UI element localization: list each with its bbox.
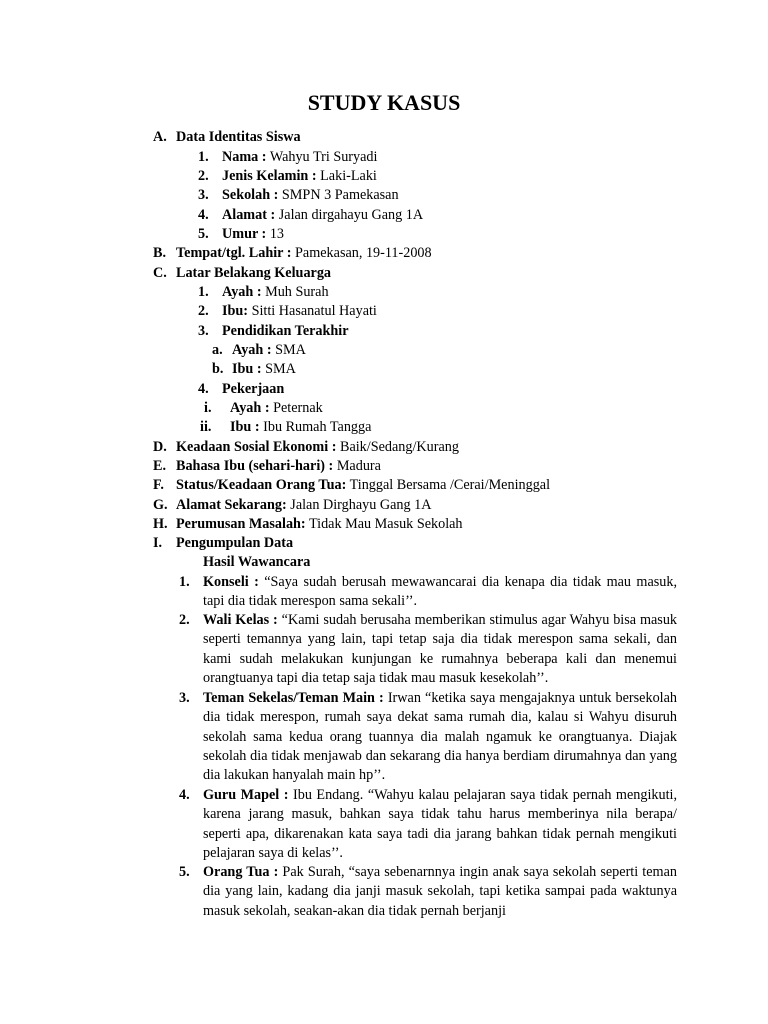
interview-text: “Kami sudah berusaha memberikan stimulus agar Wahyu bisa masuk seperti temannya yang lain, tapi tetap saja dia tidak merespon sama sekali, dan kami sudah melakukan kunjungan ke rumahnya beberapa kali dan menemui orangtuanya tapi dia tetap saja tidak mau masuk kesekolah’’. xyxy=(203,612,678,686)
interview-label: Guru Mapel : xyxy=(203,787,289,803)
section-marker: H. xyxy=(153,516,168,532)
item-marker: i. xyxy=(204,400,212,416)
section-label: Data Identitas Siswa xyxy=(176,129,301,145)
item-label: Nama : xyxy=(222,149,267,165)
section-marker: A. xyxy=(153,129,167,145)
item-value: Jalan dirgahayu Gang 1A xyxy=(275,207,424,223)
interview-label: Orang Tua : xyxy=(203,864,279,880)
item-label: Alamat : xyxy=(222,207,276,223)
item-label: Ibu: xyxy=(222,303,249,319)
item-value: Muh Surah xyxy=(261,284,329,300)
section-marker: D. xyxy=(153,439,167,455)
section-marker: G. xyxy=(153,497,168,513)
document-title: STUDY KASUS xyxy=(307,90,461,115)
interview-text: “Saya sudah berusah mewawancarai dia kenapa dia tidak mau masuk, tapi dia tidak merespon sama sekali’’. xyxy=(203,574,677,610)
interview-orang-tua xyxy=(203,863,677,921)
item-value: 13 xyxy=(266,226,285,242)
interview-wali-kelas xyxy=(203,611,677,688)
item-marker: 1. xyxy=(198,149,209,165)
section-label: Tempat/tgl. Lahir : xyxy=(176,245,292,261)
item-value: SMA xyxy=(271,342,306,358)
item-value: SMA xyxy=(261,361,296,377)
item-value: Sitti Hasanatul Hayati xyxy=(248,303,377,319)
section-value: Tinggal Bersama /Cerai/Meninggal xyxy=(346,477,551,493)
interview-label: Teman Sekelas/Teman Main : xyxy=(203,690,384,706)
item-marker: ii. xyxy=(200,419,212,435)
subheading-label: Hasil Wawancara xyxy=(203,554,311,570)
item-label: Pekerjaan xyxy=(222,381,285,397)
item-marker: a. xyxy=(212,342,223,358)
interview-marker: 1. xyxy=(179,574,190,590)
section-marker: E. xyxy=(153,458,167,474)
section-label: Alamat Sekarang: xyxy=(176,497,287,513)
item-marker: 4. xyxy=(198,207,209,223)
item-marker: 3. xyxy=(198,323,209,339)
section-marker: F. xyxy=(153,477,164,493)
item-marker: 1. xyxy=(198,284,209,300)
item-label: Ayah : xyxy=(222,284,262,300)
section-value: Tidak Mau Masuk Sekolah xyxy=(305,516,463,532)
section-marker: C. xyxy=(153,265,167,281)
interview-text: Ibu Endang. “Wahyu kalau pelajaran saya tidak pernah mengikuti, karena jarang masuk, bahkan saya tidak tahu harus memberinya nila berapa/ seperti apa, dikarenakan kata saya tadi dia jarang bahkan tidak pernah mengikuti pelajaran saya di kelas’’. xyxy=(203,787,678,861)
item-value: Ibu Rumah Tangga xyxy=(259,419,372,435)
item-label: Ayah : xyxy=(230,400,270,416)
section-value: Madura xyxy=(333,458,381,474)
item-value: Peternak xyxy=(269,400,323,416)
section-value: Baik/Sedang/Kurang xyxy=(336,439,459,455)
interview-teman-sekelas xyxy=(203,689,677,785)
item-label: Ayah : xyxy=(232,342,272,358)
interview-text: Pak Surah, “saya sebenarnnya ingin anak saya sekolah seperti teman dia yang lain, kadang dia janji masuk sekolah, tapi ketika sampai pada waktunya masuk sekolah, seakan-akan dia tidak pernah berjanji xyxy=(203,864,677,919)
item-value: Laki-Laki xyxy=(316,168,377,184)
section-marker: B. xyxy=(153,245,167,261)
interview-marker: 4. xyxy=(179,787,190,803)
item-label: Pendidikan Terakhir xyxy=(222,323,349,339)
section-label: Perumusan Masalah: xyxy=(176,516,306,532)
item-marker: b. xyxy=(212,361,224,377)
item-marker: 4. xyxy=(198,381,209,397)
item-marker: 2. xyxy=(198,303,209,319)
item-label: Umur : xyxy=(222,226,267,242)
section-label: Keadaan Sosial Ekonomi : xyxy=(176,439,337,455)
interview-text: Irwan “ketika saya mengajaknya untuk bersekolah dia tidak merespon, rumah saya dekat sama rumah dia, kalau si Wahyu disuruh sekolah sama kedua orang tuannya dia malah ngamuk ke orangtuanya. Diajak sekolah dia tidak menjawab dan sekarang dia hanya berdiam dirumahnya dan yang dia lakukan hanyalah main hp’’. xyxy=(203,690,677,784)
section-label: Pengumpulan Data xyxy=(176,535,294,551)
item-label: Ibu : xyxy=(232,361,262,377)
section-marker: I. xyxy=(153,535,163,551)
section-label: Bahasa Ibu (sehari-hari) : xyxy=(176,458,334,474)
item-label: Ibu : xyxy=(230,419,260,435)
interview-guru-mapel xyxy=(203,786,677,863)
item-value: SMPN 3 Pamekasan xyxy=(278,187,399,203)
interview-label: Konseli : xyxy=(203,574,259,590)
section-value: Jalan Dirghayu Gang 1A xyxy=(286,497,432,513)
section-label: Status/Keadaan Orang Tua: xyxy=(176,477,347,493)
section-label: Latar Belakang Keluarga xyxy=(176,265,332,281)
item-marker: 3. xyxy=(198,187,209,203)
interview-label: Wali Kelas : xyxy=(203,612,278,628)
item-marker: 5. xyxy=(198,226,209,242)
item-label: Sekolah : xyxy=(222,187,279,203)
interview-konseli xyxy=(203,573,677,612)
interview-marker: 3. xyxy=(179,690,190,706)
interview-marker: 2. xyxy=(179,612,190,628)
item-marker: 2. xyxy=(198,168,209,184)
interview-marker: 5. xyxy=(179,864,190,880)
item-label: Jenis Kelamin : xyxy=(222,168,317,184)
item-value: Wahyu Tri Suryadi xyxy=(266,149,378,165)
section-value: Pamekasan, 19-11-2008 xyxy=(291,245,432,261)
